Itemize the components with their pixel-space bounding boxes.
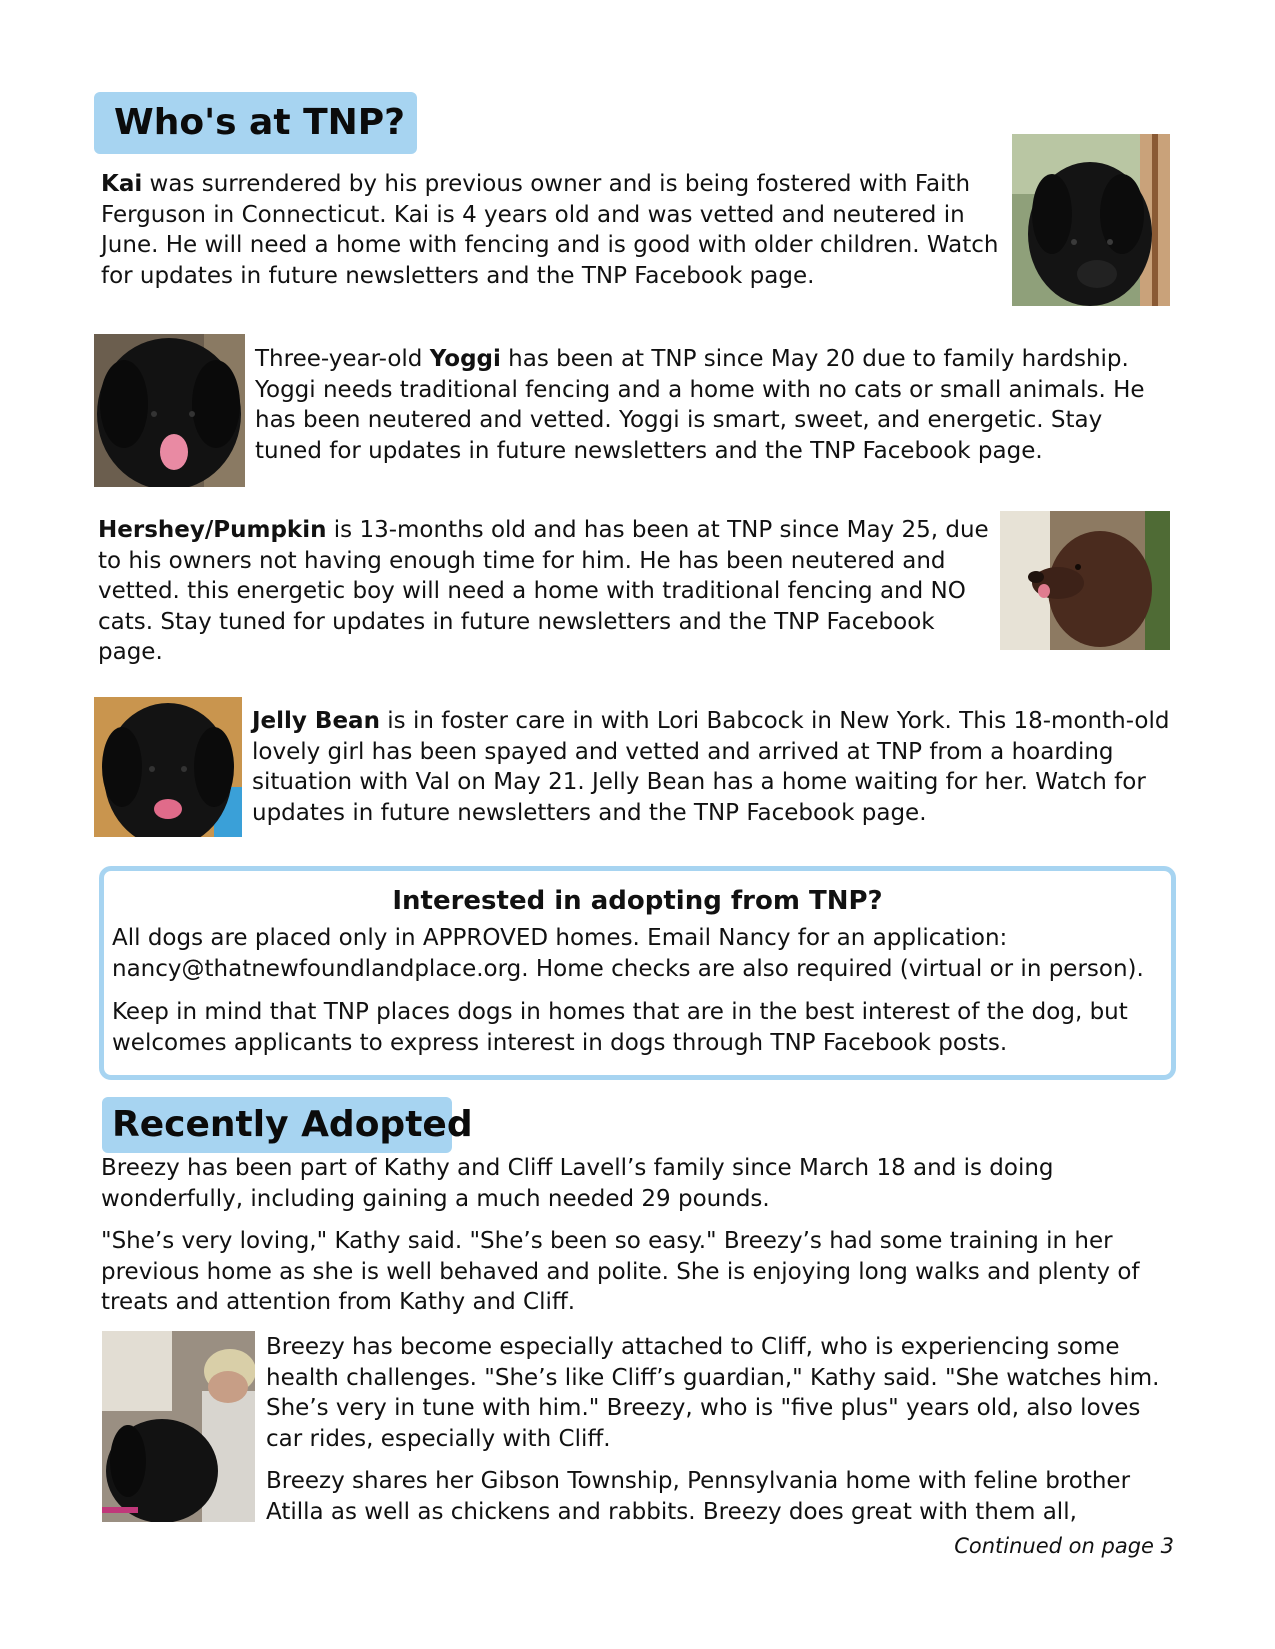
- kai-photo: [1012, 134, 1170, 306]
- yoggi-photo: [94, 334, 245, 487]
- breezy-photo: [102, 1331, 255, 1522]
- jelly-bean-description: [252, 706, 1175, 828]
- adoption-info-paragraph-1: All dogs are placed only in APPROVED homes. Email Nancy for an application: nancy@thatnewfoundlandplace.org. Home checks are also required (virtual or in person).: [112, 925, 1144, 982]
- breezy-paragraph-2: "She’s very loving," Kathy said. "She’s been so easy." Breezy’s had some training in her previous home as she is well behaved and polite. She is enjoying long walks and plenty of treats and attention from Kathy and Cliff.: [101, 1228, 1140, 1315]
- breezy-paragraph-4: Breezy shares her Gibson Township, Pennsylvania home with feline brother Atilla as well as chickens and rabbits. Breezy does great with them all,: [266, 1468, 1131, 1525]
- section-heading-whos-at-tnp: Who's at TNP?: [94, 92, 417, 154]
- kai-description: [101, 169, 1001, 291]
- jelly-bean-photo: [94, 697, 242, 837]
- yoggi-name: Yoggi: [429, 346, 501, 372]
- continued-note: Continued on page 3: [954, 1534, 1174, 1558]
- breezy-paragraph-3: Breezy has become especially attached to Cliff, who is experiencing some health challenges. "She’s like Cliff’s guardian," Kathy said. "She watches him. She’s very in tune with him." Breezy, who is "five plus" years old, also loves car rides, especially with Cliff.: [266, 1334, 1160, 1452]
- breezy-paragraph-1: Breezy has been part of Kathy and Cliff Lavell’s family since March 18 and is doing wonderfully, including gaining a much needed 29 pounds.: [101, 1155, 1054, 1212]
- hershey-text: is 13-months old and has been at TNP since May 25, due to his owners not having enough time for him. He has been neutered and vetted. this energetic boy will need a home with traditional fencing and NO cats. Stay tuned for updates in future newsletters and the TNP Facebook page.: [98, 517, 989, 665]
- hershey-photo: [1000, 511, 1170, 650]
- jelly-bean-text: is in foster care in with Lori Babcock in New York. This 18-month-old lovely girl has been spayed and vetted and arrived at TNP from a hoarding situation with Val on May 21. Jelly Bean has a home waiting for her. Watch for updates in future newsletters and the TNP Facebook page.: [252, 708, 1170, 826]
- adoption-info-paragraph-2: Keep in mind that TNP places dogs in homes that are in the best interest of the dog, but welcomes applicants to express interest in dogs through TNP Facebook posts.: [112, 999, 1128, 1056]
- hershey-description: [98, 515, 993, 668]
- hershey-name: Hershey/Pumpkin: [98, 517, 327, 543]
- kai-name: Kai: [101, 171, 143, 197]
- yoggi-prefix: Three-year-old: [255, 346, 430, 372]
- adoption-info-title: Interested in adopting from TNP?: [392, 886, 883, 916]
- section-heading-recently-adopted: Recently Adopted: [102, 1097, 452, 1153]
- jelly-bean-name: Jelly Bean: [252, 708, 380, 734]
- adoption-info-box: [99, 866, 1176, 1080]
- yoggi-description: [255, 344, 1175, 466]
- kai-text: was surrendered by his previous owner and is being fostered with Faith Ferguson in Connecticut. Kai is 4 years old and was vetted and neutered in June. He will need a home with fencing and is good with older children. Watch for updates in future newsletters and the TNP Facebook page.: [101, 171, 999, 289]
- yoggi-text: has been at TNP since May 20 due to family hardship. Yoggi needs traditional fencing and a home with no cats or small animals. He has been neutered and vetted. Yoggi is smart, sweet, and energetic. Stay tuned for updates in future newsletters and the TNP Facebook page.: [255, 346, 1145, 464]
